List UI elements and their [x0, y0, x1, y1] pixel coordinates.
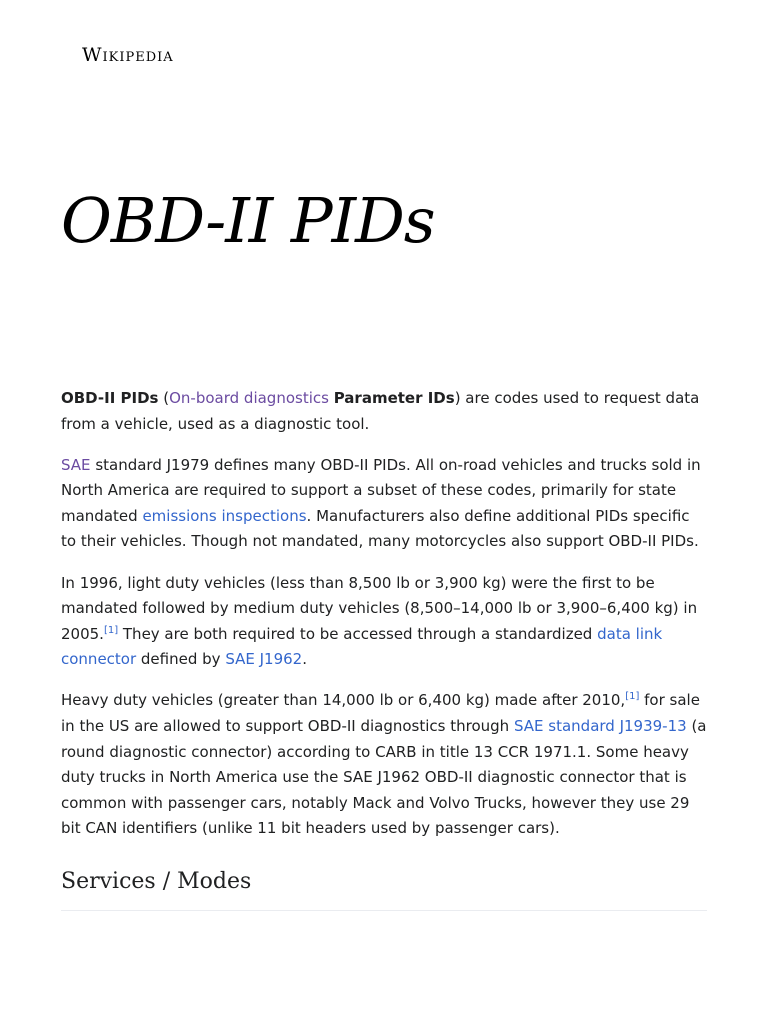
term-bold: OBD-II PIDs [61, 389, 159, 407]
text-span: ( [158, 389, 170, 407]
link-data-link-connector[interactable]: data link connector [61, 624, 663, 669]
term-bold: Parameter IDs [333, 389, 455, 407]
link-sae-standard-j1939-13[interactable]: SAE standard J1939-13 [513, 717, 687, 736]
sae-paragraph [61, 453, 707, 555]
link-on-board-diagnostics[interactable]: On-board diagnostics [169, 389, 329, 407]
text-span: defined by [136, 650, 226, 669]
heavy-duty-paragraph [61, 688, 707, 842]
page-title: OBD-II PIDs [61, 184, 435, 257]
history-paragraph [61, 571, 707, 673]
link-emissions-inspections[interactable]: emissions inspections [142, 506, 307, 525]
text-span: In 1996, light duty vehicles (less than 8,500 lb or 3,900 kg) were the first to be mandated followed by medium duty vehicles (8,500–14,000 lb or 3,900–6,400 kg) in 2005. [61, 573, 698, 643]
text-span: . [302, 650, 307, 669]
text-span: standard J1979 defines many OBD-II PIDs. All on-road vehicles and trucks sold in North America are required to support a subset of these codes, primarily for state mandated [61, 455, 701, 525]
article-body [61, 386, 707, 858]
text-span: for sale in the US are allowed to support OBD-II diagnostics through [61, 691, 700, 736]
link-sae-j1962[interactable]: SAE J1962 [225, 650, 303, 669]
reference-link[interactable]: [1] [625, 691, 640, 703]
text-span: ) are codes used to request data from a vehicle, used as a diagnostic tool. [61, 389, 700, 433]
link-sae[interactable]: SAE [61, 455, 91, 474]
wikipedia-logo[interactable]: Wikipedia [82, 44, 174, 66]
reference-link[interactable]: [1] [103, 624, 119, 636]
text-span: (a round diagnostic connector) according to CARB in title 13 CCR 1971.1. Some heavy duty trucks in North America use the SAE J1962 OBD-II diagnostic connector that is common with passenger cars, notably Mack and Volvo Trucks, however they use 29 bit CAN identifiers (unlike 11 bit headers used by passenger cars). [61, 717, 707, 838]
intro-paragraph [61, 386, 707, 437]
text-span: Heavy duty vehicles (greater than 14,000 lb or 6,400 kg) made after 2010, [61, 691, 626, 710]
section-heading-services-modes: Services / Modes [61, 866, 707, 911]
text-span: They are both required to be accessed through a standardized [118, 624, 598, 643]
text-span: . Manufacturers also define additional PIDs specific to their vehicles. Though not mandated, many motorcycles also support OBD-II PIDs. [61, 506, 699, 551]
